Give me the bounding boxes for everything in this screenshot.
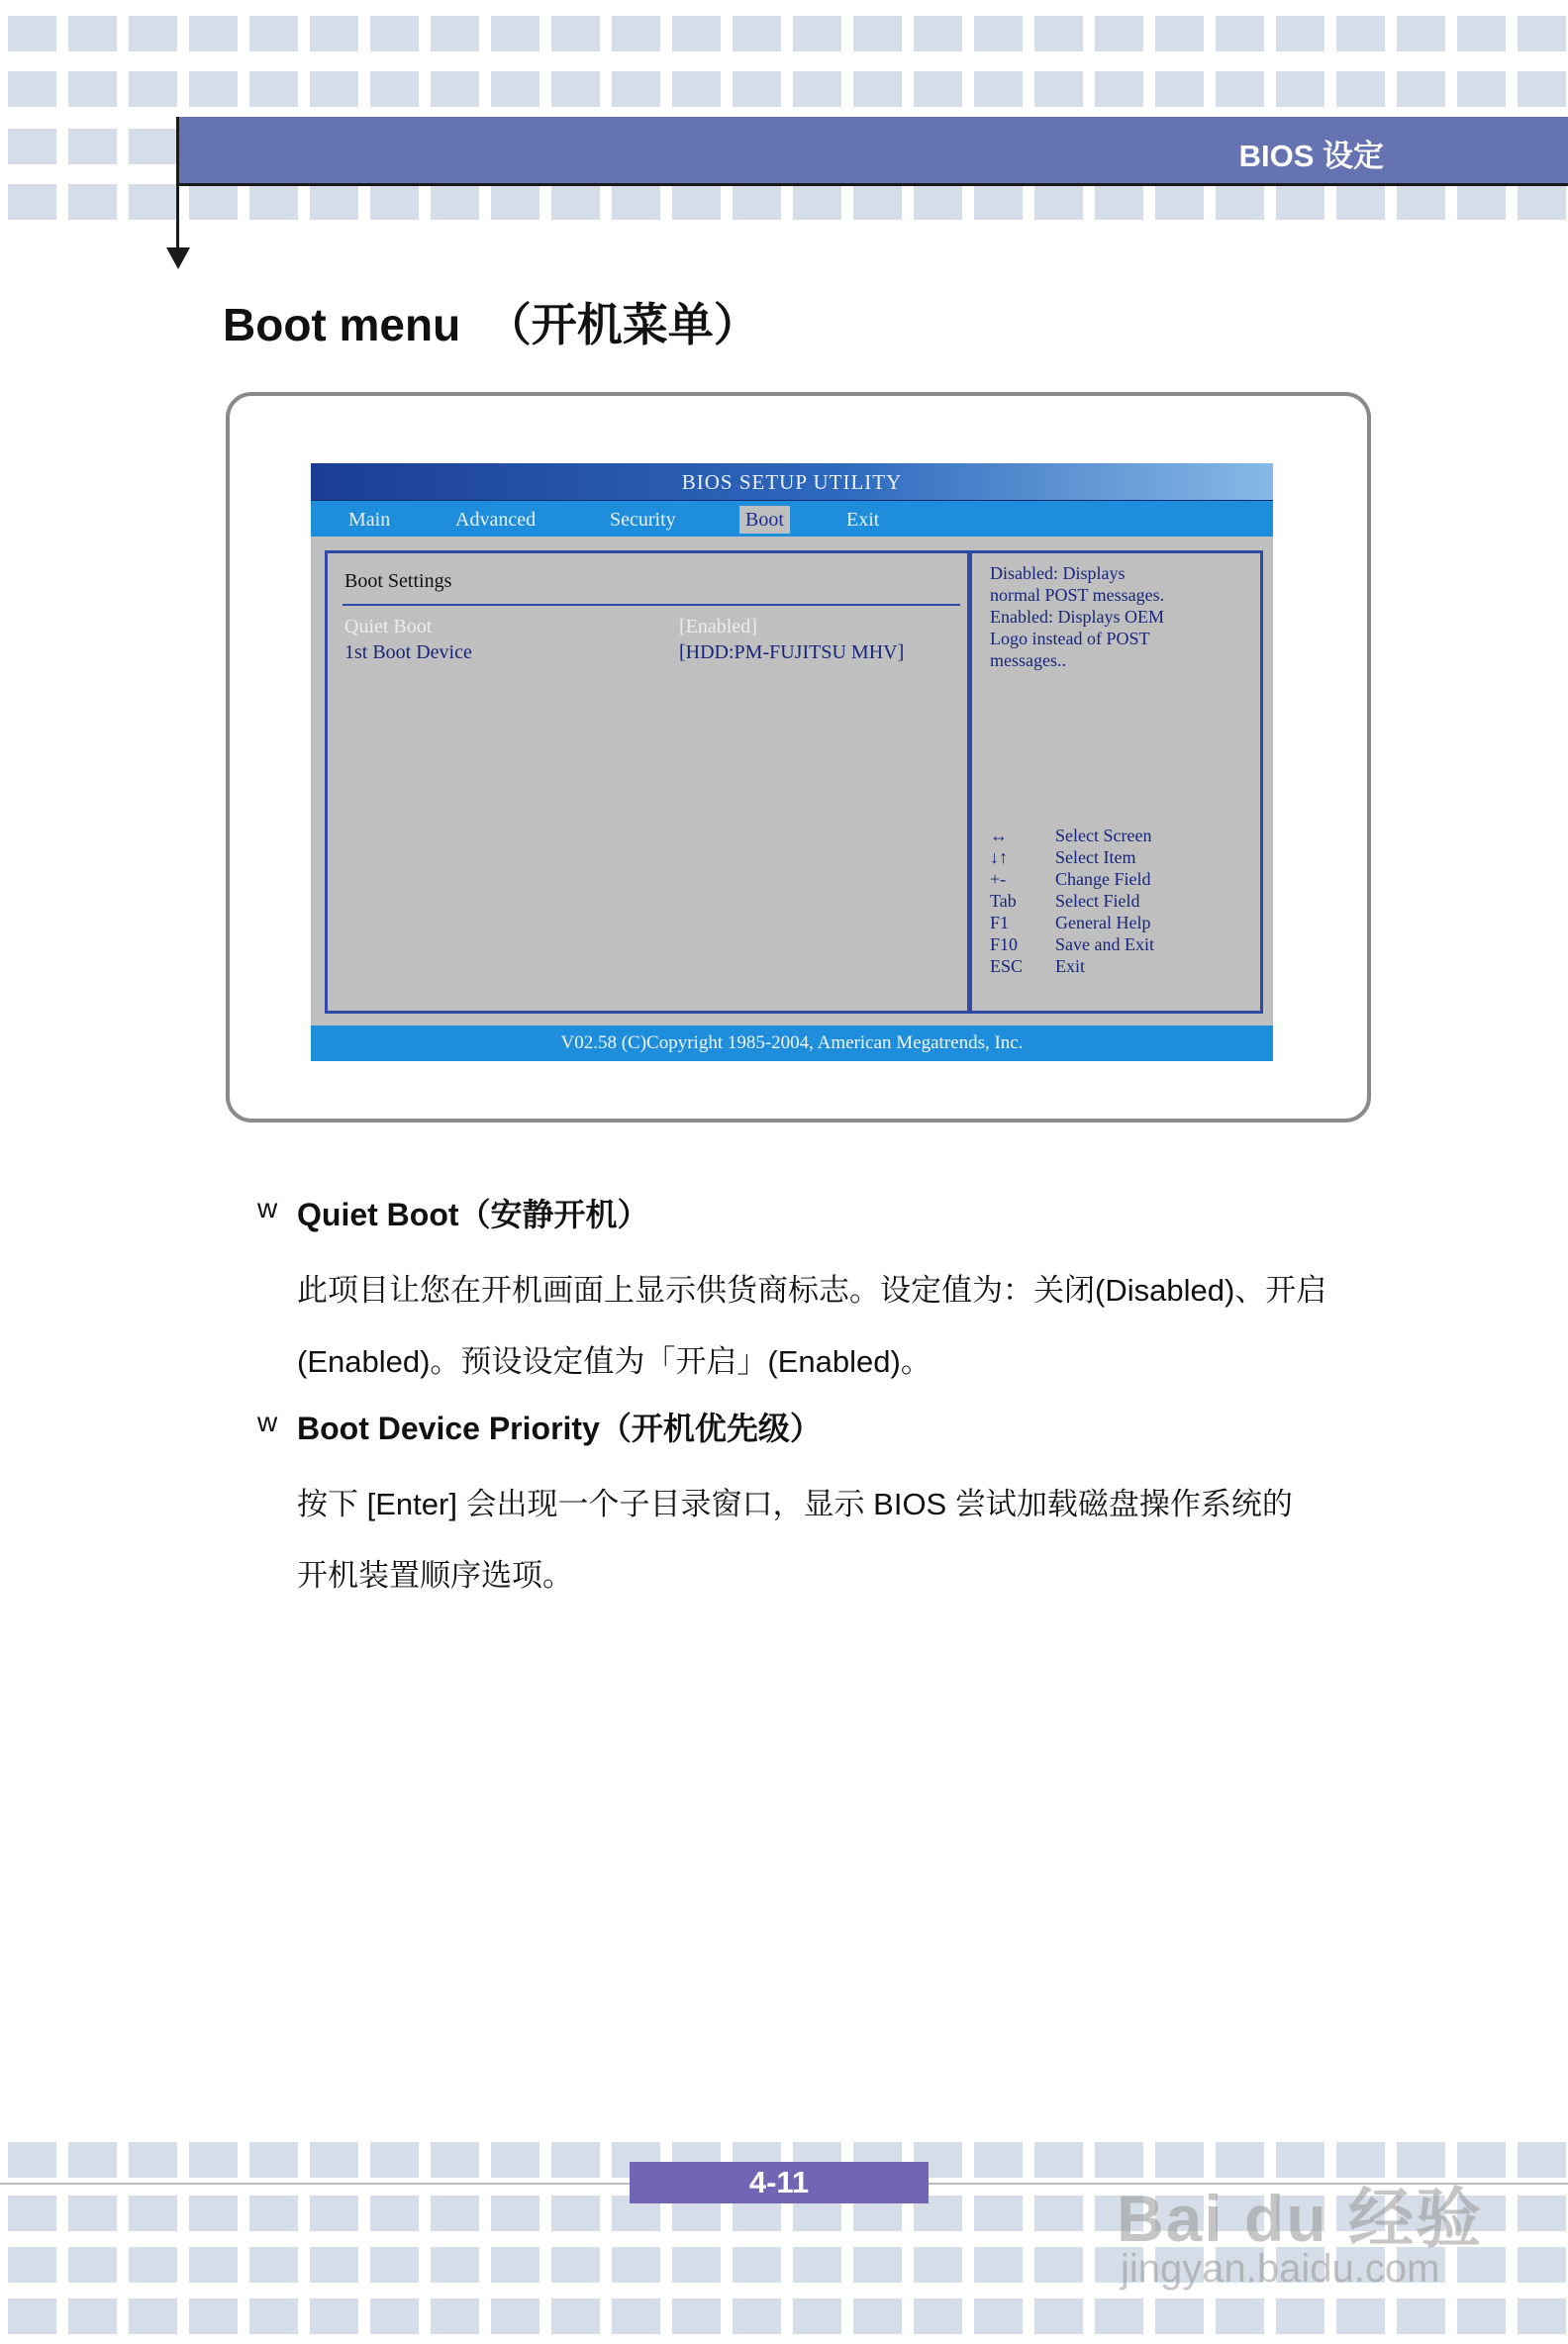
decorative-tile (8, 2247, 56, 2283)
key-action: Select Field (1055, 891, 1140, 911)
header-tile-row-1 (0, 16, 1568, 51)
decorative-tile (1336, 16, 1385, 51)
decorative-tile (189, 184, 238, 220)
decorative-tile (1095, 16, 1143, 51)
decorative-tile (8, 129, 56, 164)
decorative-tile (249, 2142, 298, 2178)
decorative-tile (1034, 2298, 1083, 2334)
decorative-tile (1518, 184, 1566, 220)
settings-divider (343, 604, 960, 606)
boot-settings-heading: Boot Settings (344, 570, 452, 592)
decorative-tile (249, 16, 298, 51)
decorative-tile (672, 71, 721, 107)
key-name: Tab (990, 891, 1017, 911)
quiet-boot-value[interactable]: [Enabled] (679, 616, 757, 637)
decorative-tile (1276, 184, 1324, 220)
arrow-up-down-icon: ↓↑ (990, 847, 1008, 867)
key-name: F1 (990, 913, 1010, 932)
key-hint-row (990, 891, 1139, 912)
decorative-tile (68, 129, 117, 164)
decorative-tile (1336, 184, 1385, 220)
decorative-tile (733, 16, 781, 51)
decorative-tile (1518, 2142, 1566, 2178)
footer-tile-row-4 (0, 2298, 1568, 2334)
decorative-tile (733, 71, 781, 107)
key-name: F10 (990, 934, 1019, 954)
decorative-tile (1518, 71, 1566, 107)
decorative-tile (1336, 71, 1385, 107)
decorative-tile (310, 2196, 358, 2231)
decorative-tile (8, 2298, 56, 2334)
decorative-tile (370, 16, 419, 51)
decorative-tile (189, 2142, 238, 2178)
item-paragraph-line: 开机装置顺序选项。 (297, 1558, 573, 1593)
decorative-tile (974, 2142, 1023, 2178)
decorative-tile (249, 184, 298, 220)
decorative-tile (129, 71, 177, 107)
decorative-tile (1518, 2247, 1566, 2283)
decorative-tile (68, 2247, 117, 2283)
header-title: BIOS 设定 (1238, 139, 1384, 173)
decorative-tile (491, 16, 539, 51)
decorative-tile (1034, 2142, 1083, 2178)
decorative-tile (672, 2247, 721, 2283)
decorative-tile (310, 2298, 358, 2334)
decorative-tile (853, 71, 902, 107)
decorative-tile (1336, 2298, 1385, 2334)
decorative-tile (68, 184, 117, 220)
decorative-tile (129, 129, 177, 164)
key-hint-row (990, 913, 1150, 933)
arrow-line (176, 117, 179, 257)
header-tile-row-2 (0, 71, 1568, 107)
bios-screen (311, 463, 1273, 1061)
key-name: ESC (990, 956, 1024, 976)
decorative-tile (370, 2298, 419, 2334)
first-boot-device-label[interactable]: 1st Boot Device (344, 641, 472, 663)
decorative-tile (612, 71, 660, 107)
key-action: Select Screen (1055, 826, 1152, 845)
header-tile-row-4 (0, 184, 1568, 220)
decorative-tile (551, 2142, 600, 2178)
decorative-tile (612, 184, 660, 220)
decorative-tile (733, 2298, 781, 2334)
decorative-tile (1518, 2196, 1566, 2231)
decorative-tile (1095, 2298, 1143, 2334)
decorative-tile (249, 2298, 298, 2334)
decorative-tile (1457, 184, 1506, 220)
decorative-tile (1276, 71, 1324, 107)
decorative-tile (491, 2298, 539, 2334)
bullet-icon: w (257, 1407, 278, 1437)
decorative-tile (551, 2247, 600, 2283)
decorative-tile (491, 184, 539, 220)
key-action: General Help (1055, 913, 1151, 932)
decorative-tile (1155, 71, 1204, 107)
decorative-tile (1216, 71, 1264, 107)
key-hint-row (990, 956, 1085, 977)
decorative-tile (370, 2196, 419, 2231)
decorative-tile (431, 2298, 479, 2334)
decorative-tile (1034, 184, 1083, 220)
bios-tab-bar (311, 501, 1273, 537)
arrow-left-right-icon: ↔ (990, 826, 1008, 845)
decorative-tile (310, 16, 358, 51)
decorative-tile (8, 184, 56, 220)
key-hint-row (990, 869, 1151, 890)
decorative-tile (310, 2247, 358, 2283)
decorative-tile (129, 2298, 177, 2334)
decorative-tile (974, 2247, 1023, 2283)
decorative-tile (974, 2298, 1023, 2334)
baidu-logo-text: Bai du 经验 (1117, 2182, 1484, 2255)
decorative-tile (8, 2196, 56, 2231)
item-paragraph-line: (Enabled)。预设设定值为「开启」(Enabled)。 (297, 1344, 931, 1379)
decorative-tile (1095, 184, 1143, 220)
key-name: +- (990, 869, 1007, 889)
decorative-tile (551, 16, 600, 51)
decorative-tile (129, 2196, 177, 2231)
decorative-tile (1155, 16, 1204, 51)
decorative-tile (1034, 71, 1083, 107)
decorative-tile (129, 2247, 177, 2283)
first-boot-device-value[interactable]: [HDD:PM-FUJITSU MHV] (679, 641, 905, 663)
decorative-tile (612, 2298, 660, 2334)
bios-title: BIOS SETUP UTILITY (311, 463, 1273, 501)
tab-advanced[interactable]: Advanced (455, 509, 537, 531)
page-number: 4-11 (630, 2162, 929, 2203)
decorative-tile (853, 16, 902, 51)
decorative-tile (189, 16, 238, 51)
decorative-tile (914, 71, 962, 107)
decorative-tile (370, 184, 419, 220)
decorative-tile (310, 184, 358, 220)
decorative-tile (189, 2247, 238, 2283)
decorative-tile (1216, 16, 1264, 51)
decorative-tile (551, 2298, 600, 2334)
decorative-tile (310, 71, 358, 107)
decorative-tile (1457, 71, 1506, 107)
key-hint-row (990, 847, 1135, 868)
decorative-tile (793, 71, 841, 107)
decorative-tile (370, 2247, 419, 2283)
decorative-tile (431, 184, 479, 220)
decorative-tile (491, 2142, 539, 2178)
help-text: Disabled: Displays normal POST messages. Enabled: Displays OEM Logo instead of POST messages.. (990, 563, 1165, 670)
bios-copyright: V02.58 (C)Copyright 1985-2004, American Megatrends, Inc. (311, 1026, 1273, 1061)
decorative-tile (793, 2247, 841, 2283)
decorative-tile (491, 2196, 539, 2231)
decorative-tile (672, 184, 721, 220)
decorative-tile (793, 184, 841, 220)
decorative-tile (551, 2196, 600, 2231)
decorative-tile (431, 16, 479, 51)
key-action: Exit (1055, 956, 1085, 976)
decorative-tile (249, 2247, 298, 2283)
decorative-tile (8, 16, 56, 51)
decorative-tile (1397, 16, 1445, 51)
decorative-tile (431, 71, 479, 107)
decorative-tile (551, 71, 600, 107)
key-action: Change Field (1055, 869, 1151, 889)
watermark-url: jingyan.baidu.com (1121, 2247, 1440, 2291)
decorative-tile (68, 2142, 117, 2178)
key-hint-row (990, 934, 1154, 955)
decorative-tile (310, 2142, 358, 2178)
decorative-tile (853, 2247, 902, 2283)
decorative-tile (1457, 2298, 1506, 2334)
decorative-tile (8, 2142, 56, 2178)
decorative-tile (1095, 71, 1143, 107)
item-title-quiet-boot: Quiet Boot（安静开机） (297, 1197, 649, 1232)
decorative-tile (914, 2298, 962, 2334)
decorative-tile (914, 2247, 962, 2283)
decorative-tile (914, 184, 962, 220)
decorative-tile (1397, 71, 1445, 107)
decorative-tile (1276, 2298, 1324, 2334)
arrow-down-icon (166, 247, 190, 269)
decorative-tile (68, 71, 117, 107)
page-title: Boot menu （开机菜单） (223, 299, 759, 350)
item-paragraph-line: 按下 [Enter] 会出现一个子目录窗口，显示 BIOS 尝试加载磁盘操作系统的 (297, 1487, 1293, 1521)
decorative-tile (551, 184, 600, 220)
decorative-tile (129, 16, 177, 51)
decorative-tile (1034, 2196, 1083, 2231)
tab-boot[interactable]: Boot (739, 506, 790, 534)
decorative-tile (491, 71, 539, 107)
key-hint-row (990, 826, 1151, 846)
tab-security[interactable]: Security (610, 509, 676, 531)
decorative-tile (853, 2298, 902, 2334)
baidu-watermark (1113, 2150, 1499, 2298)
key-action: Save and Exit (1055, 934, 1154, 954)
decorative-tile (853, 184, 902, 220)
item-paragraph-line: 此项目让您在开机画面上显示供货商标志。设定值为：关闭(Disabled)、开启 (297, 1273, 1327, 1308)
decorative-tile (68, 16, 117, 51)
decorative-tile (129, 2142, 177, 2178)
decorative-tile (1155, 2298, 1204, 2334)
key-action: Select Item (1055, 847, 1136, 867)
item-title-boot-device-priority: Boot Device Priority（开机优先级） (297, 1411, 822, 1446)
decorative-tile (68, 2298, 117, 2334)
decorative-tile (1518, 2298, 1566, 2334)
decorative-tile (612, 16, 660, 51)
decorative-tile (189, 2298, 238, 2334)
decorative-tile (974, 2196, 1023, 2231)
decorative-tile (1034, 16, 1083, 51)
decorative-tile (974, 184, 1023, 220)
decorative-tile (914, 16, 962, 51)
decorative-tile (249, 71, 298, 107)
decorative-tile (733, 184, 781, 220)
quiet-boot-label[interactable]: Quiet Boot (344, 616, 433, 637)
decorative-tile (1518, 16, 1566, 51)
decorative-tile (129, 184, 177, 220)
decorative-tile (431, 2196, 479, 2231)
decorative-tile (733, 2247, 781, 2283)
tab-main[interactable]: Main (348, 509, 391, 531)
decorative-tile (793, 2298, 841, 2334)
decorative-tile (1216, 184, 1264, 220)
decorative-tile (793, 16, 841, 51)
decorative-tile (1216, 2298, 1264, 2334)
decorative-tile (1397, 2298, 1445, 2334)
decorative-tile (974, 71, 1023, 107)
decorative-tile (189, 2196, 238, 2231)
decorative-tile (8, 71, 56, 107)
decorative-tile (370, 71, 419, 107)
decorative-tile (491, 2247, 539, 2283)
decorative-tile (189, 71, 238, 107)
decorative-tile (1155, 184, 1204, 220)
decorative-tile (431, 2247, 479, 2283)
decorative-tile (1276, 16, 1324, 51)
header-bar (178, 117, 1568, 186)
decorative-tile (370, 2142, 419, 2178)
decorative-tile (1457, 16, 1506, 51)
decorative-tile (431, 2142, 479, 2178)
decorative-tile (249, 2196, 298, 2231)
decorative-tile (1397, 184, 1445, 220)
decorative-tile (1034, 2247, 1083, 2283)
bullet-icon: w (257, 1193, 278, 1223)
decorative-tile (68, 2196, 117, 2231)
decorative-tile (974, 16, 1023, 51)
decorative-tile (672, 16, 721, 51)
decorative-tile (612, 2247, 660, 2283)
decorative-tile (672, 2298, 721, 2334)
tab-exit[interactable]: Exit (846, 509, 880, 531)
